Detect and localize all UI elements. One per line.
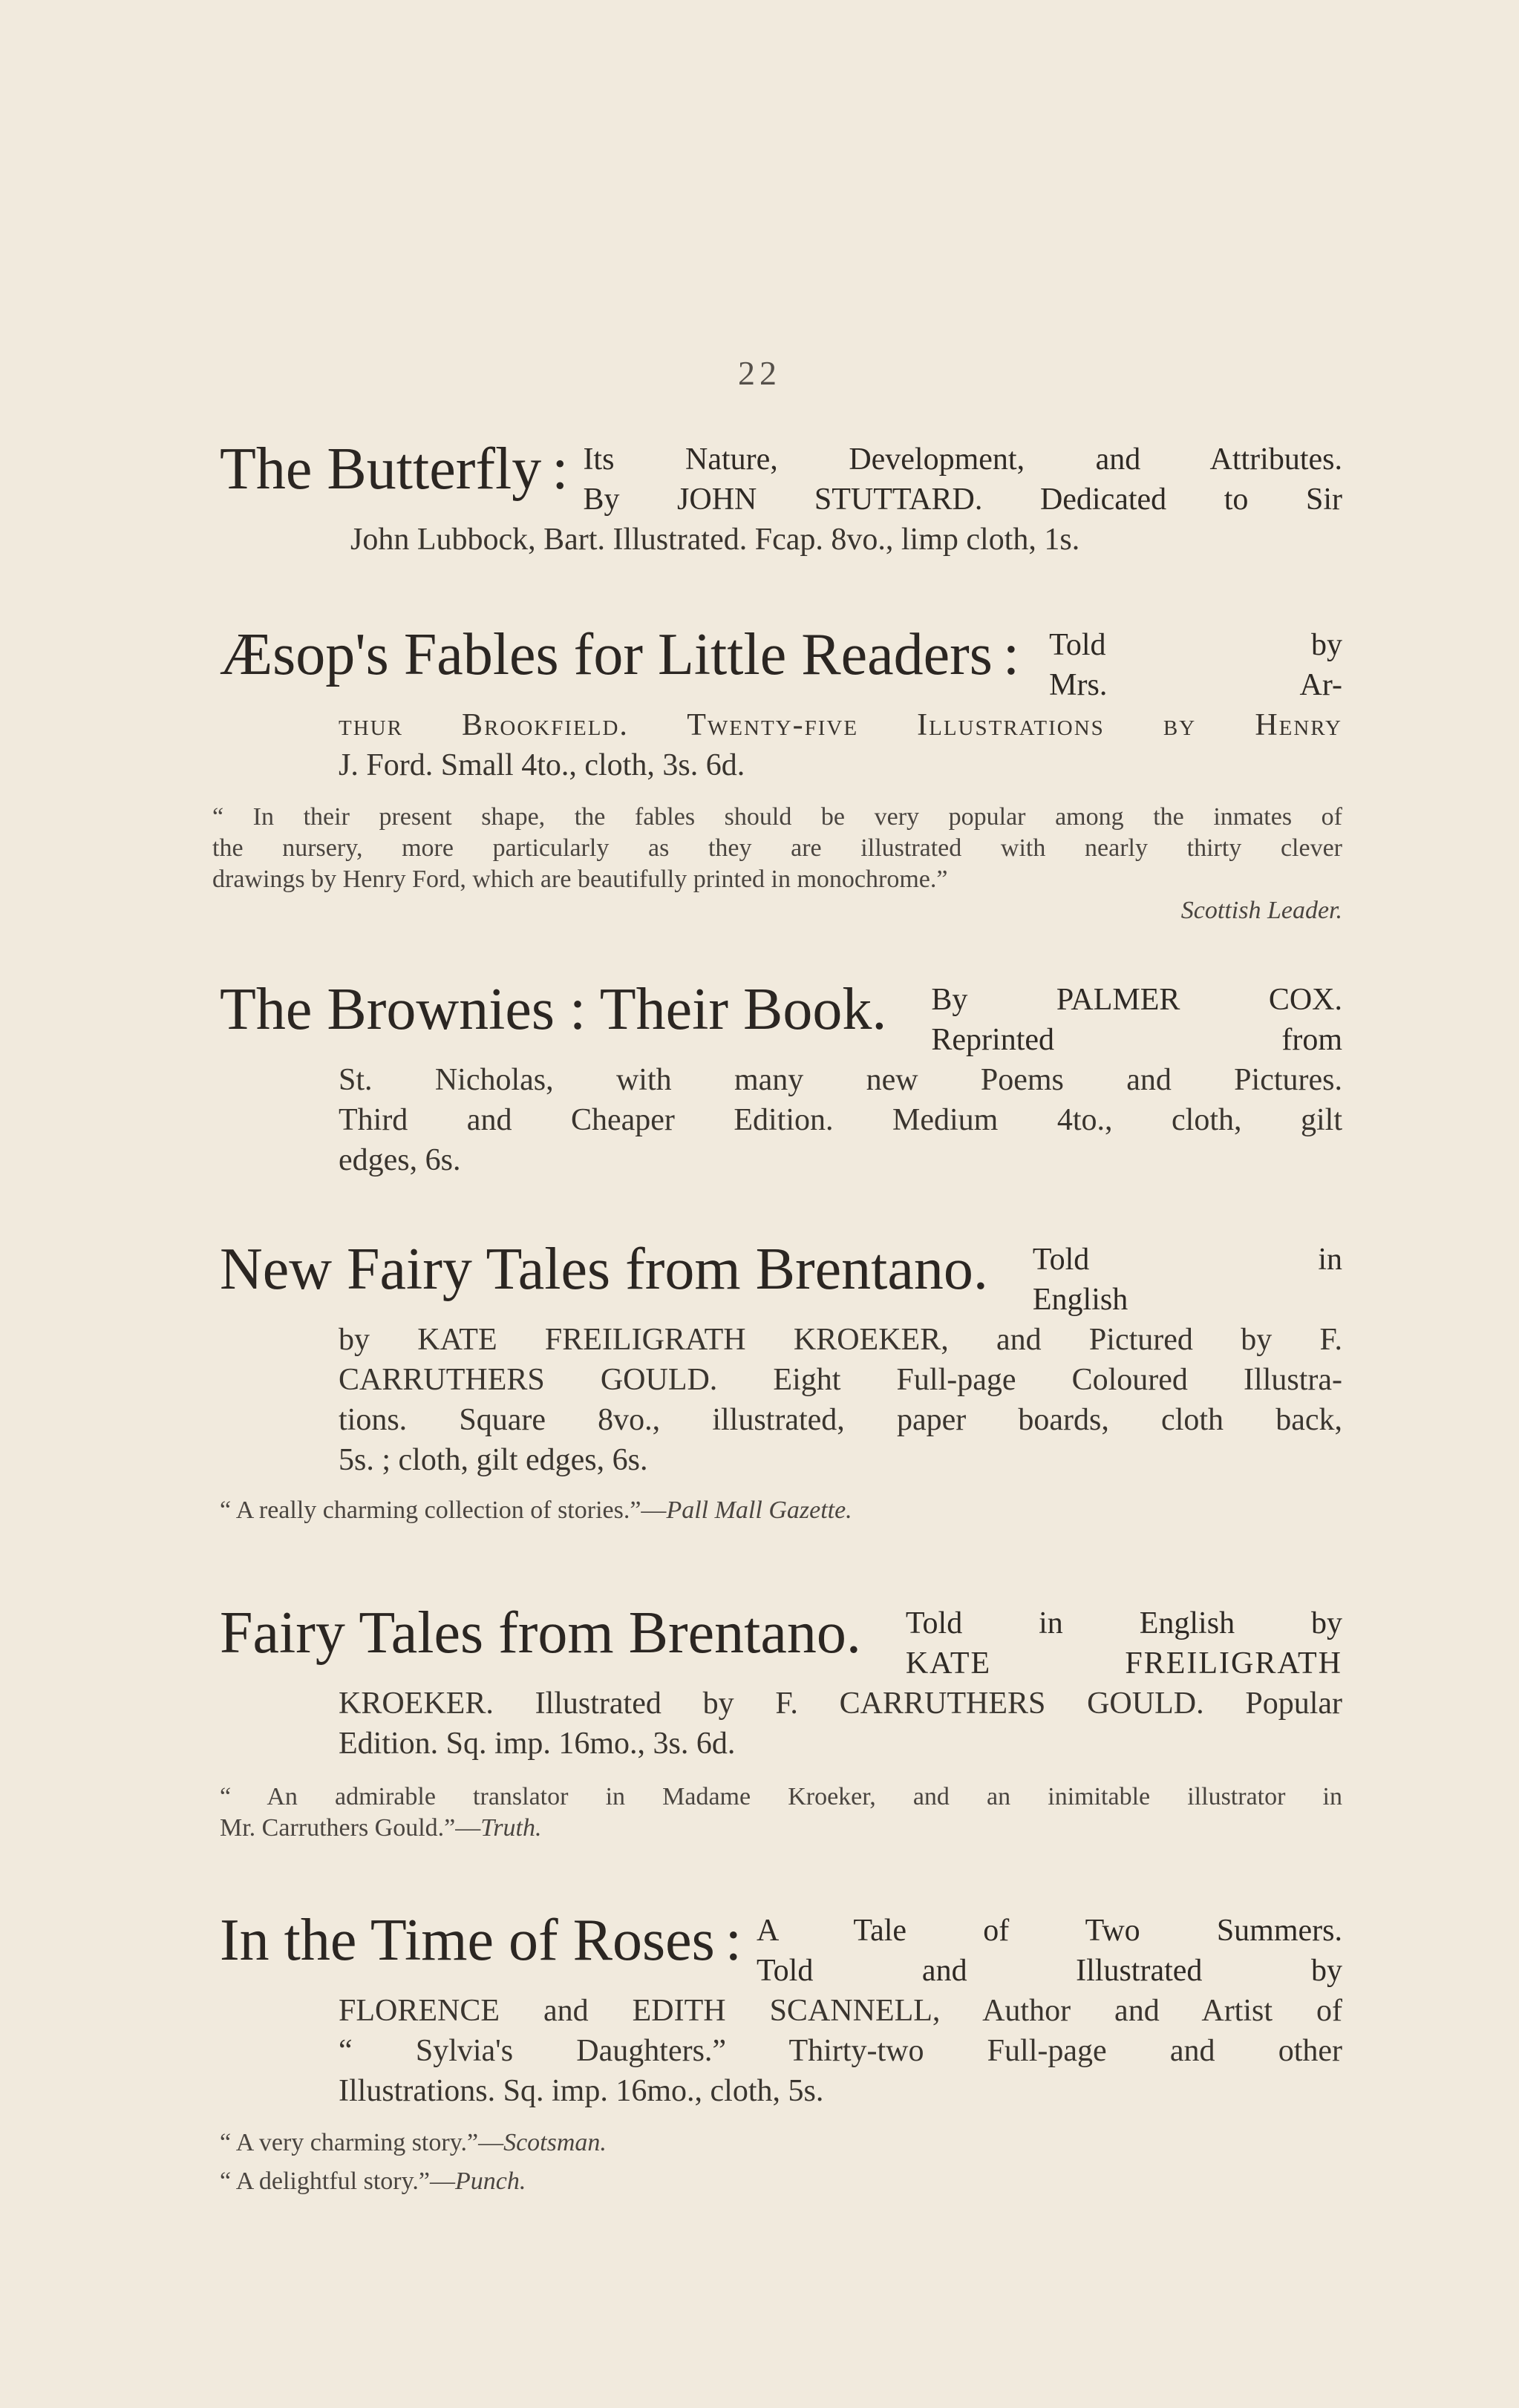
entry-title: Æsop's Fables for Little Readers [220, 622, 993, 687]
entry-body [220, 1060, 1342, 1180]
side-line: Mrs. Ar- [1049, 668, 1342, 702]
quote-text: “ A really charming collection of stories.”— [220, 1496, 667, 1524]
quote-source: Punch. [454, 2167, 526, 2195]
quote-text: “ A very charming story.”— [220, 2129, 504, 2156]
entry-title: In the Time of Roses [220, 1908, 715, 1973]
quote-line: “ In their present shape, the fables should be very popular among the inmates of [212, 803, 1342, 831]
entry-side-text [757, 1909, 1342, 1991]
quote-source: Scotsman. [503, 2129, 607, 2156]
review-quote [220, 1782, 1342, 1844]
entry-body [220, 520, 1342, 560]
body-line: by KATE FREILIGRATH KROEKER, and Pictured by F. [339, 1323, 1342, 1357]
body-line: John Lubbock, Bart. Illustrated. Fcap. 8vo., limp cloth, 1s. [350, 523, 1080, 557]
title-colon: : [552, 436, 569, 502]
entry-side-text [583, 438, 1342, 520]
entry-the-brownies [220, 978, 1342, 1180]
body-line: J. Ford. Small 4to., cloth, 3s. 6d. [339, 748, 745, 782]
side-line: A Tale of Two Summers. [756, 1914, 1342, 1948]
body-line: “ Sylvia's Daughters.” Thirty-two Full-page and other [339, 2034, 1342, 2068]
body-line: FLORENCE and EDITH SCANNELL, Author and Artist of [339, 1994, 1342, 2028]
entry-the-butterfly [220, 438, 1342, 560]
quote-source: Truth. [480, 1814, 542, 1842]
entry-title: New Fairy Tales from Brentano. [220, 1237, 988, 1302]
body-line: thur Brookfield. Twenty-five Illustrations by Henry [339, 708, 1342, 742]
quote-source: Pall Mall Gazette. [666, 1496, 852, 1524]
body-line: 5s. ; cloth, gilt edges, 6s. [339, 1443, 648, 1477]
quote-line: Mr. Carruthers Gould.”—Truth. [220, 1814, 542, 1842]
side-line: Told by [1049, 628, 1342, 662]
entry-side-text [886, 978, 1342, 1060]
title-colon: : [1002, 622, 1020, 687]
review-source: Scottish Leader. [1180, 897, 1342, 924]
entry-body [220, 1991, 1342, 2111]
review-quote [220, 2166, 1342, 2197]
body-line: edges, 6s. [339, 1143, 461, 1177]
body-line: St. Nicholas, with many new Poems and Pictures. [339, 1063, 1342, 1097]
side-line: By PALMER COX. [931, 983, 1342, 1017]
entry-title: Fairy Tales from Brentano. [220, 1600, 861, 1666]
side-line: By JOHN STUTTARD. Dedicated to Sir [583, 482, 1342, 517]
entry-body [220, 705, 1342, 785]
quote-line: the nursery, more particularly as they are illustrated with nearly thirty clever [212, 834, 1342, 862]
entry-side-text [1034, 624, 1342, 705]
body-line: CARRUTHERS GOULD. Eight Full-page Coloured Illustra- [339, 1363, 1342, 1397]
body-line: Third and Cheaper Edition. Medium 4to., cloth, gilt [339, 1103, 1342, 1137]
page-number: 22 [738, 354, 781, 392]
entry-body [220, 1684, 1342, 1764]
entry-new-fairy-tales [220, 1238, 1342, 1526]
entry-side-text [861, 1602, 1342, 1684]
entry-fairy-tales-popular [220, 1602, 1342, 1844]
quote-text: “ A delightful story.”— [220, 2167, 455, 2195]
side-line: Its Nature, Development, and Attributes. [583, 442, 1342, 477]
body-line: Illustrations. Sq. imp. 16mo., cloth, 5s. [339, 2074, 824, 2108]
entry-title: The Brownies : Their Book. [220, 977, 887, 1042]
side-line: Told in English by [905, 1606, 1342, 1640]
entry-side-text [988, 1238, 1342, 1320]
review-quote [220, 1495, 1342, 1526]
entry-body [220, 1320, 1342, 1480]
quote-line: “ An admirable translator in Madame Kroeker, and an inimitable illustrator in [220, 1783, 1342, 1810]
side-line: Reprinted from [931, 1023, 1342, 1057]
side-line: Told and Illustrated by [756, 1954, 1342, 1988]
quote-line: drawings by Henry Ford, which are beautifully printed in monochrome.” [212, 866, 948, 893]
review-quote [212, 802, 1342, 895]
side-line: Told in [1032, 1243, 1342, 1277]
body-line: Edition. Sq. imp. 16mo., 3s. 6d. [339, 1727, 736, 1761]
entry-aesops-fables [212, 622, 1342, 926]
side-line: KATE FREILIGRATH [905, 1646, 1342, 1681]
title-colon: : [725, 1908, 742, 1973]
review-quote [220, 2127, 1342, 2159]
body-line: KROEKER. Illustrated by F. CARRUTHERS GOULD. Popular [339, 1686, 1342, 1721]
side-line: English [1032, 1283, 1128, 1317]
entry-title: The Butterfly [220, 436, 542, 502]
body-line: tions. Square 8vo., illustrated, paper boards, cloth back, [339, 1403, 1342, 1437]
entry-in-the-time-of-roses [220, 1909, 1342, 2197]
